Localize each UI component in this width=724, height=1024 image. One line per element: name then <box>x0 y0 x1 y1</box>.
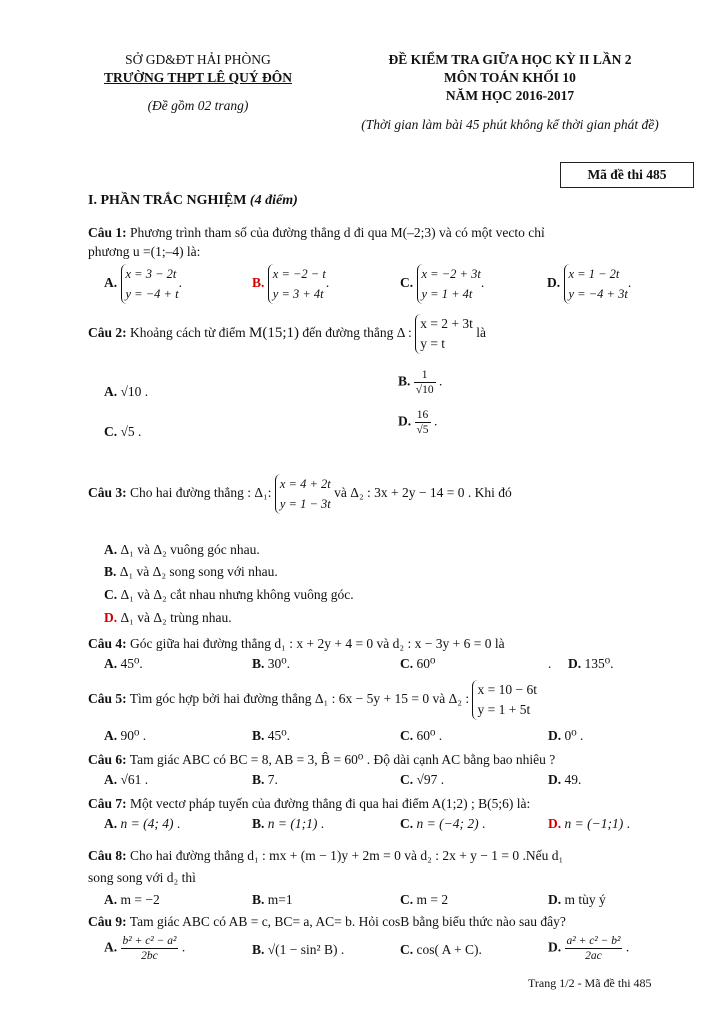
q6-stem: Câu 6: Tam giác ABC có BC = 8, AB = 3, B̂ = 60⁰ . Độ dài cạnh AC bằng bao nhiêu ? <box>88 752 556 767</box>
school-name: TRƯỜNG THPT LÊ QUÝ ĐÔN <box>103 70 293 85</box>
q4-stem: Câu 4: Góc giữa hai đường thẳng d₁ : x + 2y + 4 = 0 và d₂ : x − 3y + 6 = 0 là <box>88 636 505 651</box>
q1-stem-2: phương u =(1;–4) là: <box>88 244 201 259</box>
q7-option-b[interactable]: B. n = (1;1) . <box>252 816 325 831</box>
q7-option-c[interactable]: C. n = (−4; 2) . <box>400 816 486 831</box>
q4-option-b[interactable]: B. 30⁰. <box>252 656 291 671</box>
school-year: NĂM HỌC 2016-2017 <box>445 88 575 103</box>
q9-stem: Câu 9: Tam giác ABC có AB = c, BC= a, AC= b. Hỏi cosB bằng biểu thức nào sau đây? <box>88 914 566 929</box>
q4-option-c[interactable]: C. 60⁰ <box>400 656 436 671</box>
q6-option-d[interactable]: D. 49. <box>548 772 582 787</box>
q9-option-c[interactable]: C. cos( A + C). <box>400 942 482 957</box>
q7-option-a[interactable]: A. n = (4; 4) . <box>104 816 181 831</box>
q8-option-c[interactable]: C. m = 2 <box>400 892 449 907</box>
q2-option-c[interactable]: C. √5 . <box>104 424 142 439</box>
time-note: (Thời gian làm bài 45 phút không kể thời gian phát đề) <box>361 117 659 132</box>
q9-option-d[interactable]: D. $\frac{\text{a² + c² − b²}}{2ac}$ . <box>548 935 630 962</box>
q8-option-a[interactable]: A. m = −2 <box>104 892 160 907</box>
q5-option-a[interactable]: A. 90⁰ . <box>104 728 147 743</box>
q3-option-a[interactable]: A. Δ₁ và Δ₂ vuông góc nhau. <box>104 542 260 557</box>
pages-note: (Đề gồm 02 trang) <box>147 98 249 113</box>
q1-option-c[interactable]: C. x = −2 + 3t y = 1 + 4t. <box>400 264 484 304</box>
q4-dot: . <box>548 656 552 671</box>
subject: MÔN TOÁN KHỐI 10 <box>444 70 576 85</box>
exam-title: ĐỀ KIỂM TRA GIỮA HỌC KỲ II LẦN 2 <box>388 52 632 67</box>
q2-stem: Câu 2: Khoảng cách từ điểm M(15;1) đến đường thẳng Δ : x = 2 + 3t y = t là <box>88 314 486 354</box>
q6-option-c[interactable]: C. √97 . <box>400 772 445 787</box>
q7-option-d[interactable]: D. n = (−1;1) . <box>548 816 630 831</box>
section-title: I. PHẦN TRẮC NGHIỆM (4 điểm) <box>88 193 298 208</box>
q3-option-b[interactable]: B. Δ₁ và Δ₂ song song với nhau. <box>104 564 278 579</box>
q5-option-b[interactable]: B. 45⁰. <box>252 728 291 743</box>
q3-option-d[interactable]: D. Δ₁ và Δ₂ trùng nhau. <box>104 610 232 625</box>
q5-stem: Câu 5: Tìm góc hợp bởi hai đường thẳng Δ₁ : 6x − 5y + 15 = 0 và Δ₂ : x = 10 − 6t y = 1 + 5t <box>88 680 537 720</box>
q3-option-c[interactable]: C. Δ₁ và Δ₂ cắt nhau nhưng không vuông góc. <box>104 587 354 602</box>
q2-option-b[interactable]: B. $\frac{1}{√10}$ . <box>398 369 443 396</box>
exam-code-box: Mã đề thi 485 <box>560 162 694 188</box>
q9-option-b[interactable]: B. √(1 − sin² B) . <box>252 942 345 957</box>
department: SỞ GD&ĐT HẢI PHÒNG <box>125 52 271 67</box>
q8-option-b[interactable]: B. m=1 <box>252 892 293 907</box>
q4-option-d[interactable]: D. 135⁰. <box>568 656 614 671</box>
q5-option-c[interactable]: C. 60⁰ . <box>400 728 443 743</box>
q2-option-d[interactable]: D. $\frac{16}{√5}$ . <box>398 409 438 436</box>
q3-stem: Câu 3: Cho hai đường thẳng : Δ₁: x = 4 + 2t y = 1 − 3t và Δ₂ : 3x + 2y − 14 = 0 . Khi đó <box>88 474 512 514</box>
q1-option-d[interactable]: D. x = 1 − 2t y = −4 + 3t. <box>547 264 631 304</box>
q7-stem: Câu 7: Một vectơ pháp tuyến của đường thẳng đi qua hai điểm A(1;2) ; B(5;6) là: <box>88 796 531 811</box>
q4-option-a[interactable]: A. 45⁰. <box>104 656 143 671</box>
q9-option-a[interactable]: A. $\frac{\text{b² + c² − a²}}{2bc}$ . <box>104 935 186 962</box>
q6-option-b[interactable]: B. 7. <box>252 772 278 787</box>
q1-option-a[interactable]: A. x = 3 − 2t y = −4 + t. <box>104 264 182 304</box>
page-footer: Trang 1/2 - Mã đề thi 485 <box>528 976 652 990</box>
q1-option-b[interactable]: B. x = −2 − t y = 3 + 4t. <box>252 264 329 304</box>
q8-option-d[interactable]: D. m tùy ý <box>548 892 606 907</box>
q6-option-a[interactable]: A. √61 . <box>104 772 149 787</box>
q8-stem-2: song song với d₂ thì <box>88 870 196 885</box>
q8-stem: Câu 8: Cho hai đường thẳng d₁ : mx + (m − 1)y + 2m = 0 và d₂ : 2x + y − 1 = 0 .Nếu d₁ <box>88 848 564 863</box>
q1-stem: Câu 1: Phương trình tham số của đường thẳng d đi qua M(–2;3) và có một vecto chỉ <box>88 225 545 240</box>
q2-option-a[interactable]: A. √10 . <box>104 384 149 399</box>
q5-option-d[interactable]: D. 0⁰ . <box>548 728 584 743</box>
